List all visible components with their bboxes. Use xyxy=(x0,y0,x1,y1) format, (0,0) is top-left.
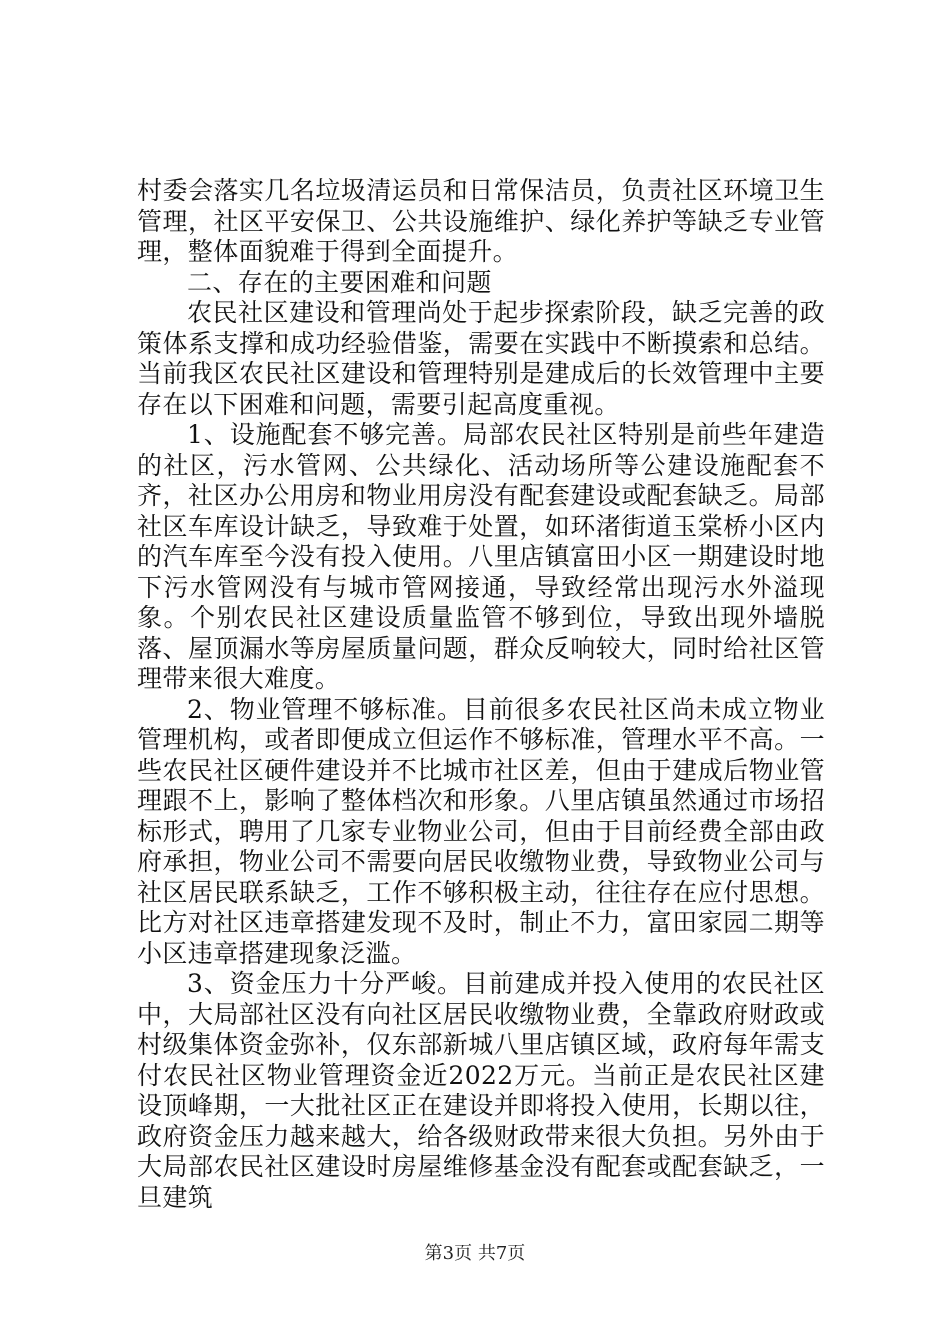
paragraph-property-management: 2、物业管理不够标准。目前很多农民社区尚未成立物业管理机构，或者即便成立但运作不够标准，管理水平不高。一些农民社区硬件建设并不比城市社区差，但由于建成后物业管理跟不上，影响了整体档次和形象。八里店镇虽然通过市场招标形式，聘用了几家专业物业公司，但由于目前经费全部由政府承担，物业公司不需要向居民收缴物业费，导致物业公司与社区居民联系缺乏，工作不够积极主动，往往存在应付思想。比方对社区违章搭建发现不及时，制止不力，富田家园二期等小区违章搭建现象泛滥。 xyxy=(137,694,825,968)
paragraph-facilities: 1、设施配套不够完善。局部农民社区特别是前些年建造的社区，污水管网、公共绿化、活动场所等公建设施配套不齐，社区办公用房和物业用房没有配套建设或配套缺乏。局部社区车库设计缺乏，导致难于处置，如环渚街道玉棠桥小区内的汽车库至今没有投入使用。八里店镇富田小区一期建设时地下污水管网没有与城市管网接通，导致经常出现污水外溢现象。个别农民社区建设质量监管不够到位，导致出现外墙脱落、屋顶漏水等房屋质量问题，群众反响较大，同时给社区管理带来很大难度。 xyxy=(137,420,825,693)
paragraph-continuation: 村委会落实几名垃圾清运员和日常保洁员，负责社区环境卫生管理，社区平安保卫、公共设施维护、绿化养护等缺乏专业管理，整体面貌难于得到全面提升。 xyxy=(137,176,825,266)
page-number-footer: 第3页 共7页 xyxy=(424,1243,526,1264)
paragraph-intro: 农民社区建设和管理尚处于起步探索阶段，缺乏完善的政策体系支撑和成功经验借鉴，需要在实践中不断摸索和总结。当前我区农民社区建设和管理特别是建成后的长效管理中主要存在以下困难和问题，需要引起高度重视。 xyxy=(137,298,825,419)
document-body xyxy=(137,176,825,1213)
paragraph-funding-pressure: 3、资金压力十分严峻。目前建成并投入使用的农民社区中，大局部社区没有向社区居民收缴物业费，全靠政府财政或村级集体资金弥补，仅东部新城八里店镇区域，政府每年需支付农民社区物业管理资金近2022万元。当前正是农民社区建设顶峰期，一大批社区正在建设并即将投入使用，长期以往，政府资金压力越来越大，给各级财政带来很大负担。另外由于大局部农民社区建设时房屋维修基金没有配套或配套缺乏，一旦建筑 xyxy=(137,969,825,1212)
section-heading: 二、存在的主要困难和问题 xyxy=(187,267,492,297)
